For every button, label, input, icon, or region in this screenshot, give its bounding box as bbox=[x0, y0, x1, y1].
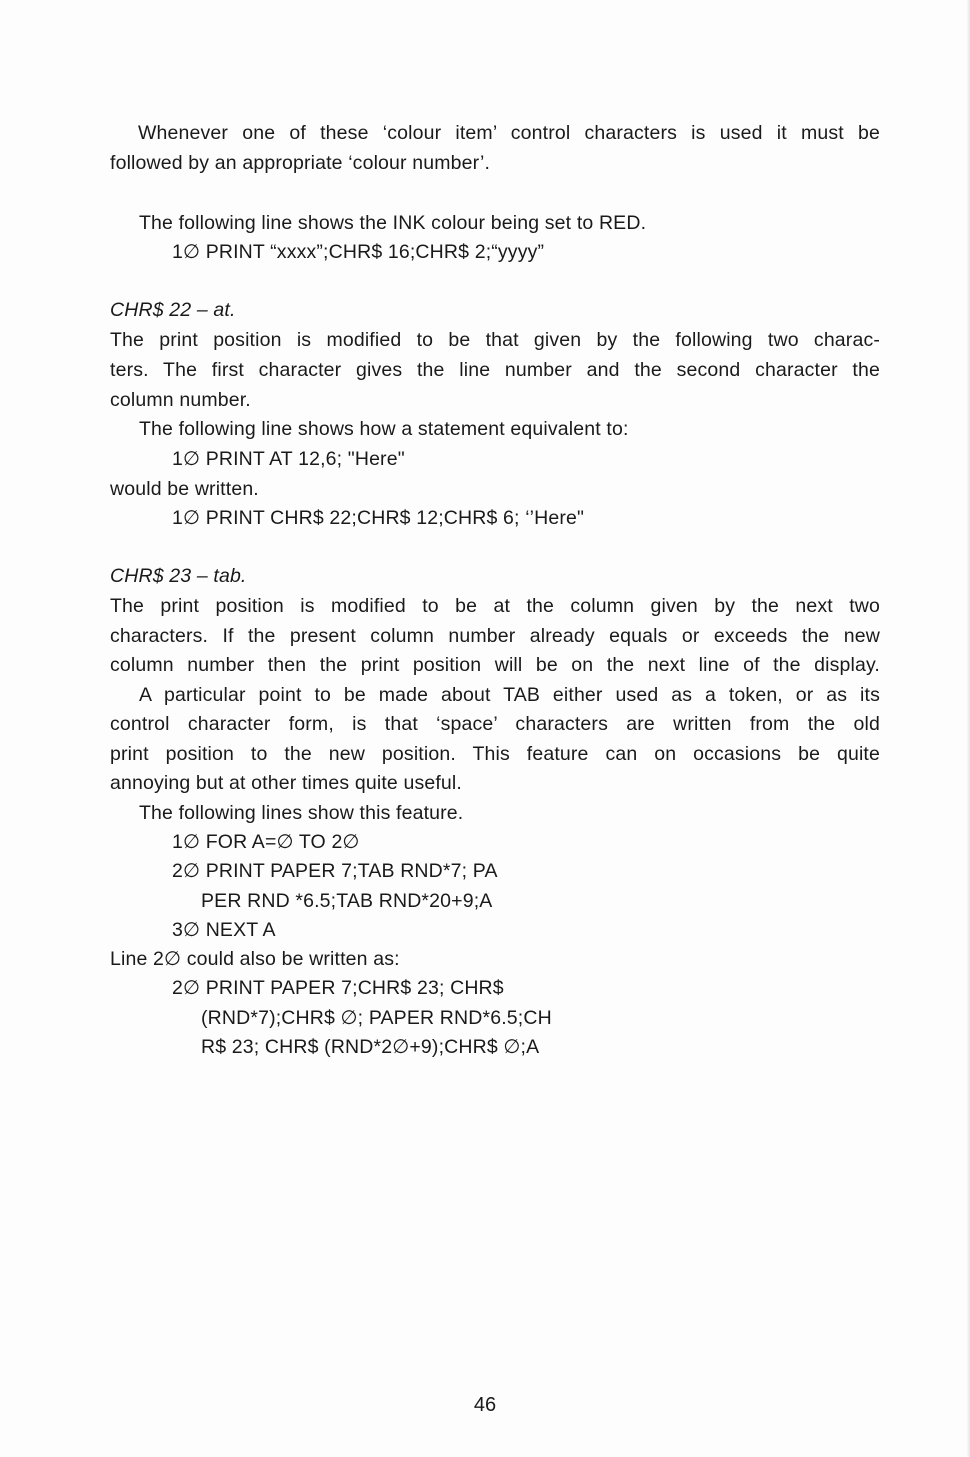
page-number: 46 bbox=[473, 1394, 497, 1416]
body-text-line: print position to the new position. This feature can on occasions be quite bbox=[110, 743, 880, 765]
body-text-line: column number then the print position will be on the next line of the display. bbox=[110, 654, 880, 676]
page-edge-shadow bbox=[966, 0, 970, 1457]
code-line: 2∅ PRINT PAPER 7;CHR$ 23; CHR$ bbox=[172, 977, 504, 999]
body-text-line: column number. bbox=[110, 389, 251, 411]
section-heading: CHR$ 23 – tab. bbox=[110, 565, 247, 587]
body-text-line: Whenever one of these ‘colour item’ control characters is used it must be bbox=[138, 122, 880, 144]
body-text-line: would be written. bbox=[110, 478, 259, 500]
body-text-line: control character form, is that ‘space’ characters are written from the old bbox=[110, 713, 880, 735]
body-text-line: annoying but at other times quite useful. bbox=[110, 772, 462, 794]
code-line: R$ 23; CHR$ (RND*2∅+9);CHR$ ∅;A bbox=[201, 1036, 540, 1058]
code-line: 1∅ PRINT AT 12,6; "Here" bbox=[172, 448, 405, 470]
body-text-line: The print position is modified to be that given by the following two charac- bbox=[110, 329, 880, 351]
body-text-line: The following line shows how a statement equivalent to: bbox=[139, 418, 629, 440]
body-text-line: A particular point to be made about TAB either used as a token, or as its bbox=[139, 684, 880, 706]
body-text-line: ters. The first character gives the line number and the second character the bbox=[110, 359, 880, 381]
body-text-line: characters. If the present column number already equals or exceeds the new bbox=[110, 625, 880, 647]
code-line: (RND*7);CHR$ ∅; PAPER RND*6.5;CH bbox=[201, 1007, 552, 1029]
code-line: PER RND *6.5;TAB RND*20+9;A bbox=[201, 890, 493, 912]
code-line: 1∅ PRINT “xxxx”;CHR$ 16;CHR$ 2;“yyyy” bbox=[172, 241, 545, 263]
code-line: 1∅ FOR A=∅ TO 2∅ bbox=[172, 831, 360, 853]
code-line: 1∅ PRINT CHR$ 22;CHR$ 12;CHR$ 6; ‘’Here" bbox=[172, 507, 585, 529]
code-line: 3∅ NEXT A bbox=[172, 919, 276, 941]
body-text-line: The following line shows the INK colour being set to RED. bbox=[139, 212, 647, 234]
body-text-line: The print position is modified to be at the column given by the next two bbox=[110, 595, 880, 617]
section-heading: CHR$ 22 – at. bbox=[110, 299, 236, 321]
body-text-line: followed by an appropriate ‘colour number’. bbox=[110, 152, 491, 174]
code-line: 2∅ PRINT PAPER 7;TAB RND*7; PA bbox=[172, 860, 498, 882]
body-text-line: Line 2∅ could also be written as: bbox=[110, 948, 400, 970]
body-text-line: The following lines show this feature. bbox=[139, 802, 464, 824]
